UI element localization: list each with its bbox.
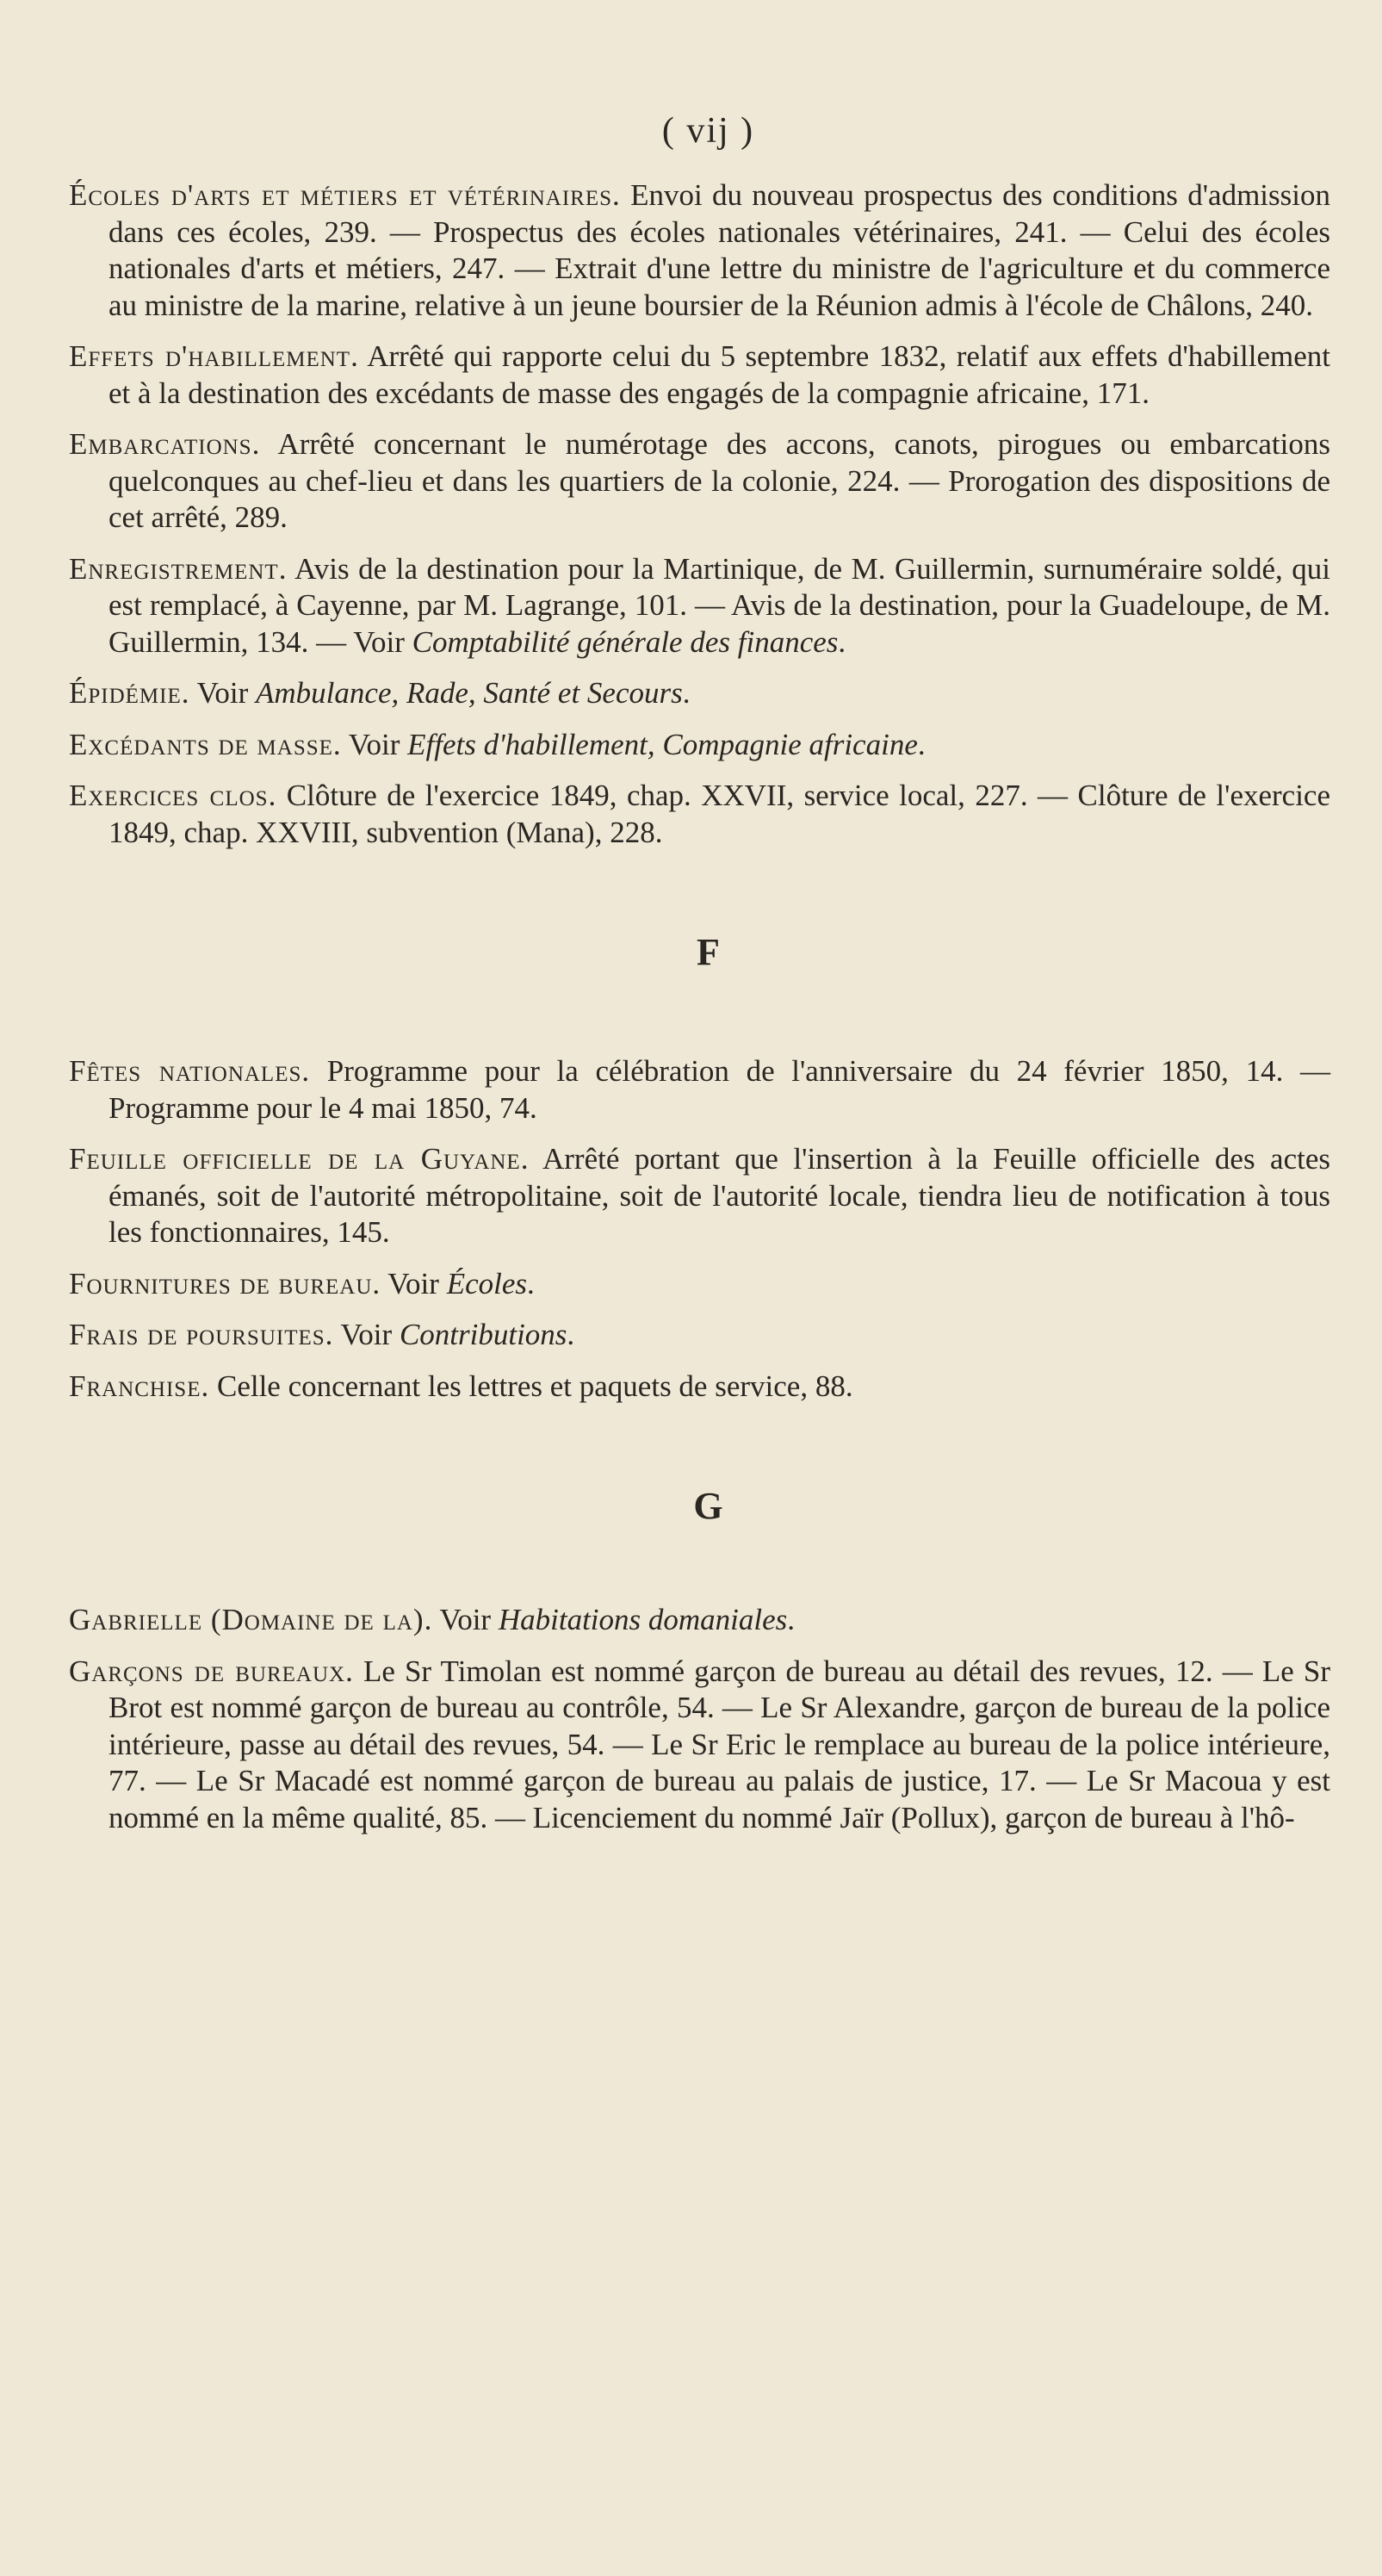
entry-text: Programme pour la célébration de l'anniversaire du 24 février 1850, 14. — Programme pour le 4 mai 1850, 74. xyxy=(108,1054,1330,1125)
entry-heading: Frais de poursuites. xyxy=(69,1318,334,1351)
index-entry xyxy=(69,551,1330,661)
section-letter: F xyxy=(697,931,720,973)
entry-tail: . xyxy=(567,1318,575,1351)
index-entry xyxy=(69,1654,1330,1837)
entry-heading: Embarcations. xyxy=(69,427,261,461)
entry-heading: Fêtes nationales. xyxy=(69,1054,311,1088)
section-letter: G xyxy=(693,1485,723,1527)
index-body xyxy=(69,177,1330,1836)
entry-text: Celle concernant les lettres et paquets de service, 88. xyxy=(209,1369,853,1403)
entry-heading: Exercices clos. xyxy=(69,779,277,812)
entry-reference: Habitations domaniales xyxy=(498,1603,788,1636)
index-entry xyxy=(69,426,1330,537)
entry-tail: . xyxy=(787,1603,796,1636)
entry-text: Arrêté concernant le numérotage des accons, canots, pirogues ou embarcations quelconques au chef-lieu et dans les quartiers de la colonie, 224. — Prorogation des dispositions de cet arrêté, 289. xyxy=(108,427,1330,534)
entry-heading: Fournitures de bureau. xyxy=(69,1266,381,1300)
index-entry xyxy=(69,1602,1330,1639)
entry-text: Le Sr Timolan est nommé garçon de bureau au détail des revues, 12. — Le Sr Brot est nommé garçon de bureau au contrôle, 54. — Le Sr Alexandre, garçon de bureau de la police intérieure, passe au détail des revues, 54. — Le Sr Eric le remplace au bureau de la police intérieure, 77. — Le Sr Macadé est nommé garçon de bureau au palais de justice, 17. — Le Sr Macoua y est nommé en la même qualité, 85. — Licenciement du nommé Jaïr (Pollux), garçon de bureau à l'hô- xyxy=(108,1654,1330,1834)
index-entry xyxy=(69,675,1330,712)
entry-reference: Ambulance, Rade, Santé et Secours xyxy=(256,676,683,710)
index-entry xyxy=(69,1266,1330,1303)
entry-tail: . xyxy=(917,727,926,761)
index-entry xyxy=(69,177,1330,324)
entry-text: Voir xyxy=(333,1318,400,1351)
index-entry xyxy=(69,727,1330,764)
index-entry xyxy=(69,1317,1330,1354)
entry-heading: Écoles d'arts et métiers et vétérinaires. xyxy=(69,178,621,212)
index-entry xyxy=(69,1053,1330,1127)
entry-heading: Enregistrement. xyxy=(69,551,288,586)
entry-text: Voir xyxy=(381,1266,447,1300)
entry-reference: Effets d'habillement, Compagnie africaine xyxy=(407,727,918,761)
entry-heading: Excédants de masse. xyxy=(69,727,342,761)
entry-text: Arrêté qui rapporte celui du 5 septembre 1832, relatif aux effets d'habillement et à la destination des excédants de masse des engagés de la compagnie africaine, 171. xyxy=(108,339,1330,410)
entry-reference: Écoles xyxy=(446,1266,527,1300)
entry-heading: Effets d'habillement. xyxy=(69,339,359,373)
entry-tail: . xyxy=(682,676,691,710)
entry-text: Clôture de l'exercice 1849, chap. XXVII, service local, 227. — Clôture de l'exercice 1849, chap. XXVIII, subvention (Mana), 228. xyxy=(108,779,1331,849)
entry-heading: Feuille officielle de la Guyane. xyxy=(69,1142,530,1176)
entry-text: Arrêté portant que l'insertion à la Feuille officielle des actes émanés, soit de l'autorité métropolitaine, soit de l'autorité locale, tiendra lieu de notification à tous les fonctionnaires, 145. xyxy=(108,1142,1331,1249)
index-entry xyxy=(69,338,1330,412)
entry-text: Voir xyxy=(189,676,257,710)
entry-text: Envoi du nouveau prospectus des conditions d'admission dans ces écoles, 239. — Prospectus des écoles nationales vétérinaires, 241. — Celui des écoles nationales d'arts et métiers, 247. — Extrait d'une lettre du ministre de l'agriculture et du commerce au ministre de la marine, relative à un jeune boursier de la Réunion admis à l'école de Châlons, 240. xyxy=(108,178,1330,322)
entry-heading: Gabrielle (Domaine de la). xyxy=(69,1603,433,1636)
entry-text: Voir xyxy=(341,727,408,761)
entry-tail: . xyxy=(838,624,846,659)
index-entry xyxy=(69,1141,1330,1251)
entry-text: Avis de la destination pour la Martinique, de M. Guillermin, surnuméraire soldé, qui est remplacé, à Cayenne, par M. Lagrange, 101. — Avis de la destination, pour la Guadeloupe, de M. Guillermin, 134. — Voir xyxy=(108,551,1330,659)
entry-reference: Comptabilité générale des finances xyxy=(412,624,839,659)
index-entry xyxy=(69,1369,1330,1406)
entry-text: Voir xyxy=(432,1603,499,1636)
page-number: ( vij ) xyxy=(661,111,755,151)
entry-heading: Franchise. xyxy=(69,1369,210,1403)
entry-heading: Garçons de bureaux. xyxy=(69,1654,354,1688)
entry-heading: Épidémie. xyxy=(69,676,190,710)
entry-reference: Contributions xyxy=(399,1318,567,1351)
entry-tail: . xyxy=(526,1266,535,1300)
index-entry xyxy=(69,778,1330,851)
